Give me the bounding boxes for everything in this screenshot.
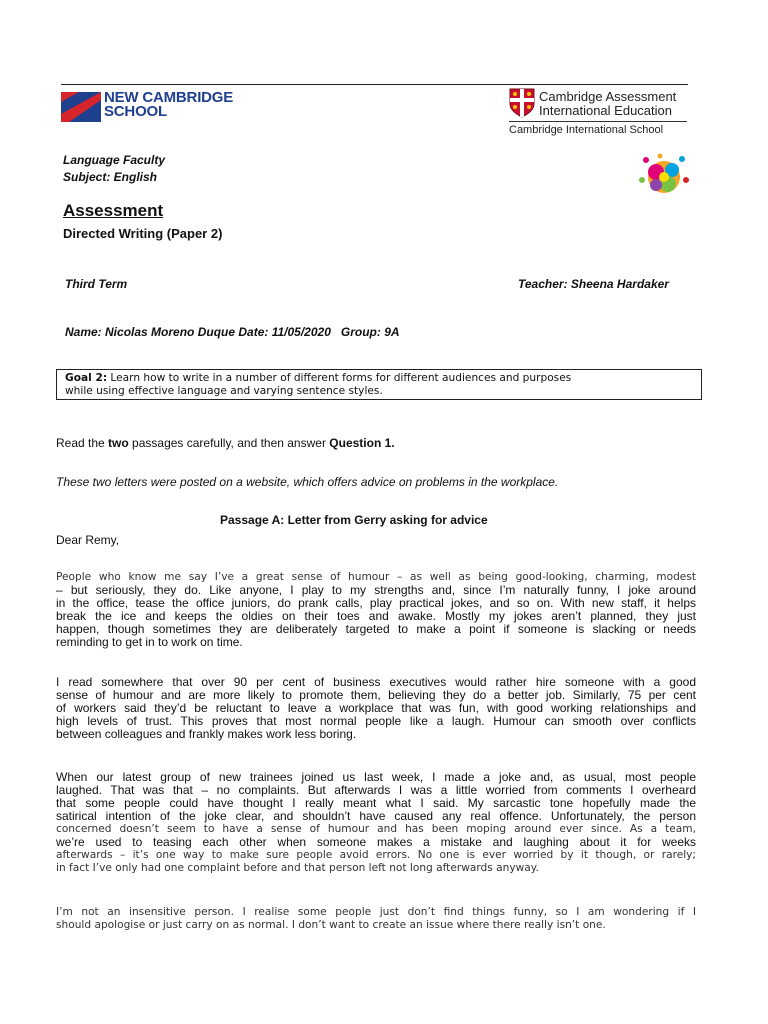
top-rule: [61, 84, 688, 85]
paragraph-line: break the ice and keeps the oldies on their toes and awake. Mostly my jokes aren’t planned, they just: [56, 609, 696, 623]
instruction-part2: passages carefully, and then answer: [128, 436, 330, 450]
paragraph-line: that some people could have thought I really meant what I said. My sarcastic tone hopefully made the: [56, 796, 696, 810]
paragraph-4: [56, 906, 696, 932]
paragraph-line: reminding to get in to work on time.: [56, 635, 243, 649]
student-info: Name: Nicolas Moreno Duque Date: 11/05/2020 Group: 9A: [65, 325, 400, 339]
subject-label: Subject: English: [63, 170, 158, 184]
paragraph-1: [56, 571, 696, 649]
paragraph-line: – but seriously, they do. Like anyone, I play to my strengths and, since I’m naturally funny, I joke around: [56, 583, 696, 597]
page-subtitle: Directed Writing (Paper 2): [63, 226, 223, 241]
goal-label: Goal 2:: [65, 372, 108, 384]
cambridge-title-line2: International Education: [539, 103, 672, 118]
paragraph-line: we’re used to teasing each other when someone makes a mistake and laughing about it for weeks: [56, 835, 696, 849]
paragraph-2: [56, 676, 696, 741]
school-name-line1: NEW CAMBRIDGE: [104, 89, 234, 106]
passage-title: Passage A: Letter from Gerry asking for advice: [220, 513, 488, 527]
instruction-bold2: Question 1.: [329, 436, 395, 450]
faculty-label: Language Faculty: [63, 153, 166, 167]
greeting: Dear Remy,: [56, 533, 120, 547]
paragraph-line: afterwards – it’s one way to make sure people avoid errors. No one is ever worried by it though, or rarely;: [56, 849, 696, 861]
paragraph-line: I’m not an insensitive person. I realise some people just don’t find things funny, so I am wondering if I: [56, 906, 696, 918]
paragraph-3: [56, 771, 696, 875]
colorful-emblem-icon: [634, 150, 694, 200]
instruction-part1: Read the: [56, 436, 109, 450]
cambridge-shield-icon: [509, 88, 535, 118]
instruction-bold1: two: [108, 436, 129, 450]
goal-text-line1: Learn how to write in a number of different forms for different audiences and purposes: [107, 372, 572, 384]
paragraph-line: sense of humour and are more likely to promote them, believing they do a better job. Similarly, 75 per cent: [56, 688, 696, 702]
paragraph-line: laughed. That was that – no complaints. But afterwards I was a little worried from comments I overheard: [56, 783, 696, 797]
paragraph-line: in the office, tease the office juniors, do prank calls, play practical jokes, and so on. With new staff, it helps: [56, 596, 696, 610]
page-title: Assessment: [63, 201, 164, 220]
paragraph-line: of workers said they’d be reluctant to leave a workplace that was fun, with good working relationships and: [56, 701, 696, 715]
paragraph-line: satirical intention of the joke clear, and shouldn’t have caused any real offence. Unfortunately, the person: [56, 809, 696, 823]
paragraph-line: People who know me say I’ve a great sense of humour – as well as being good-looking, charming, modest: [56, 571, 696, 583]
cambridge-rule: [509, 121, 687, 122]
goal-box: [56, 369, 702, 400]
goal-line1: [65, 372, 693, 385]
school-name-line2: SCHOOL: [104, 103, 167, 120]
cambridge-title-line1: Cambridge Assessment: [539, 89, 677, 104]
paragraph-line: When our latest group of new trainees joined us last week, I made a joke and, as usual, most people: [56, 770, 696, 784]
term-label: Third Term: [65, 277, 128, 291]
paragraph-line: between colleagues and frankly makes work less boring.: [56, 727, 357, 741]
context-line: These two letters were posted on a website, which offers advice on problems in the workplace.: [56, 475, 559, 489]
paragraph-line: I read somewhere that over 90 per cent of business executives would rather hire someone with a good: [56, 675, 696, 689]
goal-text-line2: while using effective language and varying sentence styles.: [65, 385, 383, 397]
paragraph-line: high levels of trust. This proves that most normal people like a laugh. Humour can smooth over conflicts: [56, 714, 696, 728]
school-name: [104, 91, 233, 119]
cambridge-school-label: Cambridge International School: [509, 124, 664, 136]
paragraph-line: concerned doesn’t seem to have a sense of humour and has been moping around ever since. As a team,: [56, 823, 696, 835]
teacher-label: Teacher: Sheena Hardaker: [518, 277, 669, 291]
paragraph-line: happen, though sometimes they are deliberately targeted to make a point if someone is slacking or needs: [56, 622, 696, 636]
paragraph-line: should apologise or just carry on as normal. I don’t want to create an issue where there really isn’t one.: [56, 919, 606, 931]
instruction-line: [56, 437, 395, 450]
paragraph-line: in fact I’ve only had one complaint before and that person left not long afterwards anyway.: [56, 862, 539, 874]
